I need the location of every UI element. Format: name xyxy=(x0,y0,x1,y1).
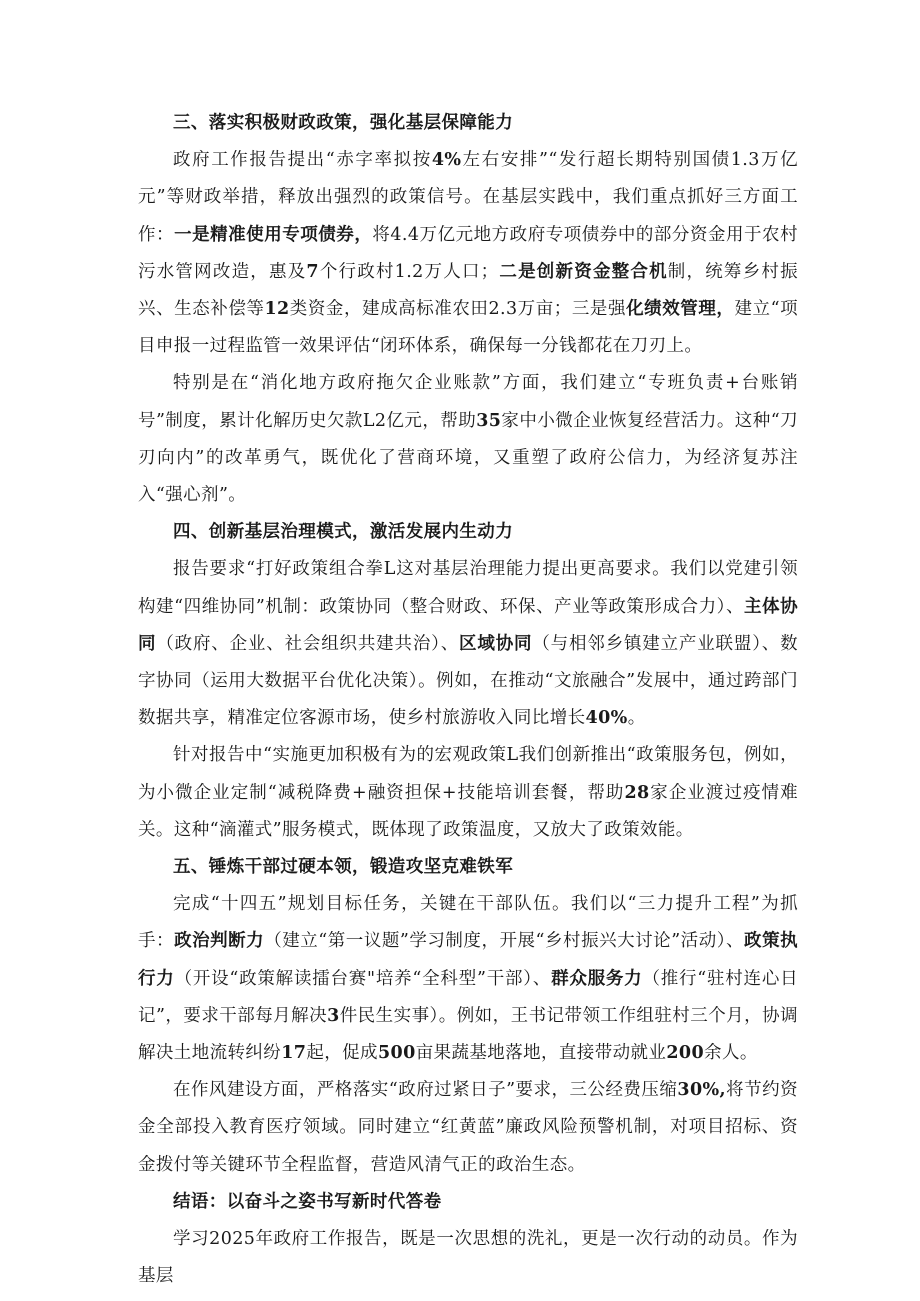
text-run: 家企业渡过疫情难关。这种“滴灌式”服务模式，既体现了政策温度，又放大了政策效能。 xyxy=(138,782,798,840)
text-run: 制，统筹乡村振兴、生态补偿等 xyxy=(138,261,798,320)
bold-text-run: 12 xyxy=(264,299,290,320)
text-run: 在作风建设方面，严格落实“政府过紧日子”要求，三公经费压缩 xyxy=(173,1080,678,1101)
section-heading: 结语：以奋斗之姿书写新时代答卷 xyxy=(173,1191,442,1212)
text-run: 家中小微企业恢复经营活力。这种“刀刃向内”的改革勇气，既优化了营商环境，又重塑了政府公信力，为经济复苏注入“强心剂”。 xyxy=(138,410,798,506)
body-paragraph xyxy=(138,886,798,1072)
body-paragraph xyxy=(138,551,798,737)
text-run: （政府、企业、社会组织共建共治）、 xyxy=(156,633,460,654)
text-run: 将节约资金全部投入教育医疗领域。同时建立“红黄蓝”廉政风险预警机制，对项目招标、资金拨付等关键环节全程监督，营造风清气正的政治生态。 xyxy=(138,1080,798,1175)
bold-text-run: 40% xyxy=(585,708,628,729)
text-run: 报告要求“打好政策组合拳L这对基层治理能力提出更高要求。我们以党建引领构建“四维协同”机制：政策协同（整合财政、环保、产业等政策形成合力）、 xyxy=(138,559,798,617)
bold-text-run: 30%, xyxy=(677,1080,727,1101)
bold-text-run: 二是创新资金整合机 xyxy=(498,261,668,282)
bold-text-run: 区域协同 xyxy=(459,633,533,654)
body-paragraph xyxy=(138,142,798,365)
bold-text-run: 200 xyxy=(666,1043,705,1064)
text-run: 起，促成 xyxy=(306,1043,378,1064)
bold-text-run: 一是精准使用专项债券， xyxy=(174,224,373,245)
body-paragraph xyxy=(138,737,798,849)
bold-text-run: 4% xyxy=(431,150,462,171)
text-run: 特别是在“消化地方政府拖欠企业账款”方面，我们建立“专班负责+台账销号”制度，累计化解历史欠款L2亿元，帮助 xyxy=(138,373,798,431)
text-run: 亩果蔬基地落地，直接带动就业 xyxy=(415,1043,667,1064)
body-paragraph xyxy=(138,1072,798,1184)
text-run: （建立“第一议题”学习制度，开展“乡村振兴大讨论”活动）、 xyxy=(264,931,745,952)
document-page xyxy=(138,105,798,1296)
text-run: 政府工作报告提出“赤字率拟按 xyxy=(173,150,432,171)
text-run: （开设“政策解读擂台赛"培养“全科型”干部）、 xyxy=(174,968,552,989)
bold-text-run: 主体协同 xyxy=(138,596,799,654)
body-paragraph xyxy=(138,1221,798,1295)
bold-text-run: 7 xyxy=(306,261,319,282)
text-run: 将4.4万亿元地方政府专项债券中的部分资金用于农村污水管网改造，惠及 xyxy=(138,224,798,282)
text-run: 类资金，建成高标准农田2.3万亩；三是强 xyxy=(289,299,627,320)
text-run: 左右安排”“发行超长期特别国债1.3万亿元”等财政举措，释放出强烈的政策信号。在基层实践中，我们重点抓好三方面工作： xyxy=(138,150,798,245)
text-run: 针对报告中“实施更加积极有为的宏观政策L我们创新推出“政策服务包，例如，为小微企业定制“减税降费+融资担保+技能培训套餐，帮助 xyxy=(138,745,798,803)
section-heading: 五、锤炼干部过硬本领，锻造攻坚克难铁军 xyxy=(173,857,514,878)
text-run: （与相邻乡镇建立产业联盟）、数字协同（运用大数据平台优化决策）。例如，在推动“文旅融合”发展中，通过跨部门数据共享，精准定位客源市场，使乡村旅游收入同比增长 xyxy=(138,633,798,729)
text-run: （推行“驻村连心日记”，要求干部每月解决 xyxy=(138,968,799,1026)
section-heading: 四、创新基层治理模式，激活发展内生动力 xyxy=(173,522,514,543)
bold-text-run: 500 xyxy=(377,1043,416,1064)
bold-text-run: 35 xyxy=(476,410,502,431)
bold-text-run: 3 xyxy=(327,1005,340,1026)
body-paragraph xyxy=(138,365,798,514)
text-run: 学习2025年政府工作报告，既是一次思想的洗礼，更是一次行动的动员。作为基层 xyxy=(138,1229,798,1287)
text-run: 余人。 xyxy=(704,1043,758,1064)
text-run: 。 xyxy=(627,708,646,729)
bold-text-run: 28 xyxy=(624,782,650,803)
text-run: 建立“项目申报一过程监管一效果评估“闭环体系，确保每一分钱都花在刀刃上。 xyxy=(138,299,798,357)
bold-text-run: 政策执行力 xyxy=(138,931,799,989)
bold-text-run: 政治判断力 xyxy=(174,931,265,952)
text-run: 完成“十四五”规划目标任务，关键在干部队伍。我们以“三力提升工程”为抓手： xyxy=(138,894,798,952)
section-heading: 三、落实积极财政政策，强化基层保障能力 xyxy=(173,113,514,133)
bold-text-run: 群众服务力 xyxy=(551,968,643,989)
bold-text-run: 17 xyxy=(281,1043,307,1064)
bold-text-run: 化绩效管理， xyxy=(626,299,735,320)
text-run: 件民生实事）。例如，王书记带领工作组驻村三个月，协调解决土地流转纠纷 xyxy=(138,1005,798,1064)
text-run: 个行政村1.2万人口； xyxy=(319,261,499,282)
